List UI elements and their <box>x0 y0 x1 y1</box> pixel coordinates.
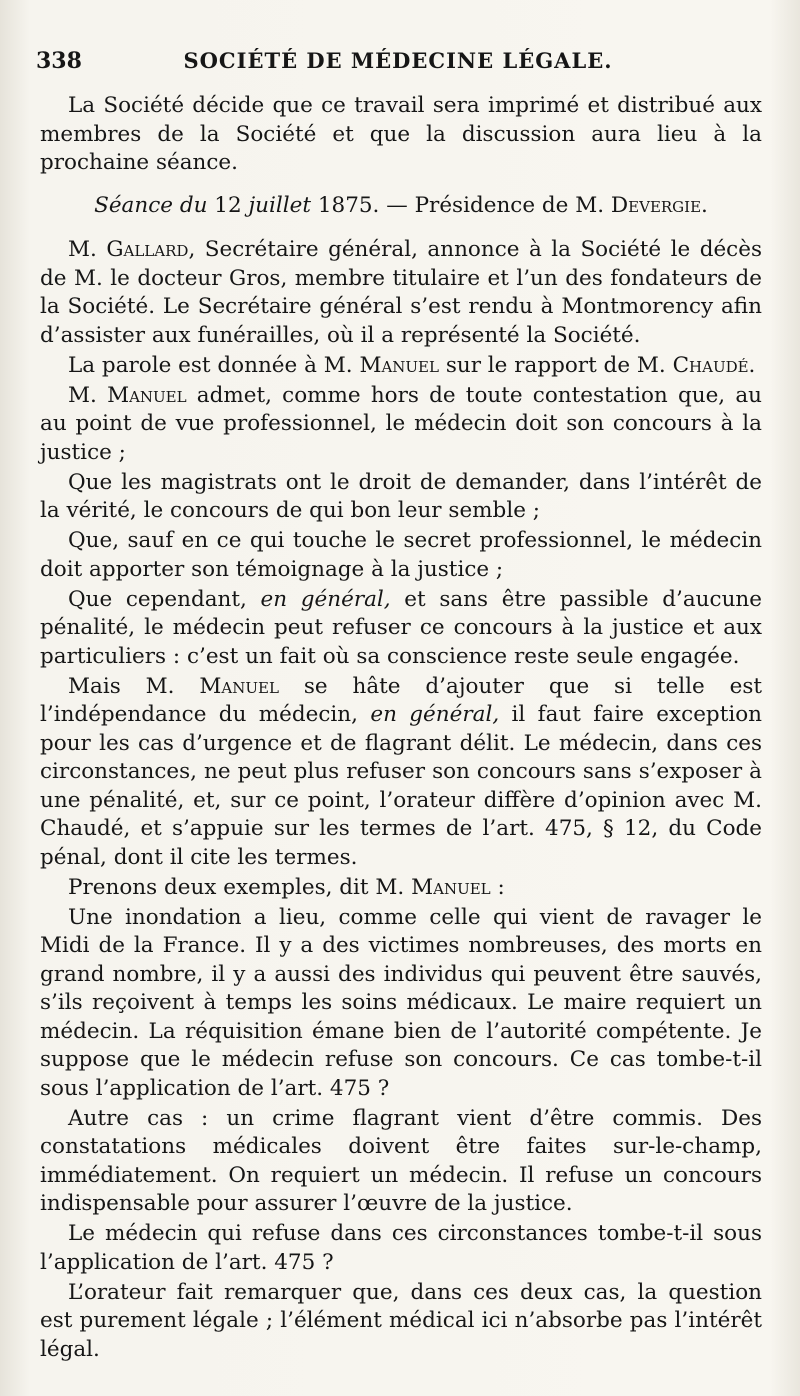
seance-year: 1875. <box>317 192 380 218</box>
p3-a: La parole est donnée à M. <box>68 352 353 378</box>
p7-a: Que cependant, <box>68 586 247 612</box>
seance-heading <box>40 192 762 221</box>
paragraph-exemples <box>40 874 762 903</box>
page-body <box>40 92 762 1366</box>
seance-day: 12 <box>214 192 242 218</box>
paragraph-secret: Que, sauf en ce qui touche le secret professionnel, le médecin doit apporter son témoignage à la justice ; <box>40 528 762 582</box>
paragraph-cependant <box>40 586 762 672</box>
paragraph-gallard <box>40 236 762 350</box>
seance-president: Devergie. <box>610 192 708 218</box>
p2-name: Gallard <box>106 237 189 262</box>
paragraph-inondation: Une inondation a lieu, comme celle qui vient de ravager le Midi de la France. Il y a des victimes nombreuses, des morts en grand nombre, il y a aussi des individus qui peuvent être sauvés, s’ils reçoivent à temps les soins médicaux. Le maire requiert un médecin. La réquisition émane bien de l’autorité compétente. Je suppose que le médecin refuse son concours. Ce cas tombe-t-il sous l’application de l’art. 475 ? <box>40 904 762 1101</box>
p7-c: et sans être passible d’aucune pénalité, le médecin peut refuser ce concours à la justice et aux particuliers : c’est un fait où sa conscience reste seule engagée. <box>40 586 762 669</box>
p9-c: : <box>497 874 505 900</box>
p4-c: admet, comme hors de toute contestation que, au au point de vue professionnel, le médecin doit son concours à la justice ; <box>40 382 762 465</box>
p9-a: Prenons deux exemples, dit M. <box>68 874 405 900</box>
p7-b: en général, <box>260 586 391 612</box>
paragraph-exception <box>40 673 762 873</box>
seance-presidence: — Présidence de M. <box>386 192 605 218</box>
p8-c: se hâte d’ajouter que si telle est l’indépendance du médecin, <box>40 673 762 727</box>
p3-c: sur le rapport de M. <box>445 352 666 378</box>
page-header <box>36 44 760 80</box>
paragraph-orateur: L’orateur fait remarquer que, dans ces deux cas, la question est purement légale ; l’élément médical ici n’absorbe pas l’intérêt légal. <box>40 1279 762 1362</box>
p8-a: Mais M. <box>68 673 175 699</box>
paragraph-magistrats: Que les magistrats ont le droit de demander, dans l’intérêt de la vérité, le concours de qui bon leur semble ; <box>40 469 762 523</box>
paragraph-refuse: Le médecin qui refuse dans ces circonstances tombe-t-il sous l’application de l’art. 475 ? <box>40 1221 762 1275</box>
p8-b: Manuel <box>199 673 279 699</box>
paragraph-decision: La Société décide que ce travail sera imprimé et distribué aux membres de la Société et que la discussion aura lieu à la prochaine séance. <box>40 93 762 175</box>
running-title: SOCIÉTÉ DE MÉDECINE LÉGALE. <box>183 48 613 73</box>
p4-a: M. <box>68 382 97 408</box>
paragraph-manuel-admet <box>40 382 762 468</box>
seance-label: Séance du <box>94 192 208 218</box>
p9-b: Manuel <box>411 874 491 900</box>
p3-d: Chaudé. <box>672 352 756 378</box>
p4-b: Manuel <box>107 382 187 408</box>
p3-b: Manuel <box>359 352 439 378</box>
p2-text: , Secrétaire général, annonce à la Société le décès de M. le docteur Gros, membre titulaire et l’un des fondateurs de la Société. Le Secrétaire général s’est rendu à Montmorency afin d’assister aux funérailles, où il a représenté la Société. <box>40 237 762 348</box>
page-number: 338 <box>36 48 82 74</box>
seance-month: juillet <box>248 192 311 218</box>
p8-d: en général, <box>370 702 500 727</box>
p8-e: il faut faire exception pour les cas d’urgence et de flagrant délit. Le médecin, dans ces circonstances, ne peut plus refuser son concours sans s’exposer à une pénalité, et, sur ce point, l’orateur diffère d’opinion avec M. Chaudé, et s’appuie sur les termes de l’art. 475, § 12, du Code pénal, dont il cite les termes. <box>40 702 762 870</box>
paragraph-crime: Autre cas : un crime flagrant vient d’être commis. Des constatations médicales doivent être faites sur-le-champ, immédiatement. On requiert un médecin. Il refuse un concours indispensable pour assurer l’œuvre de la justice. <box>40 1105 762 1216</box>
paragraph-parole <box>40 352 762 381</box>
p2-lead: M. <box>68 237 97 262</box>
